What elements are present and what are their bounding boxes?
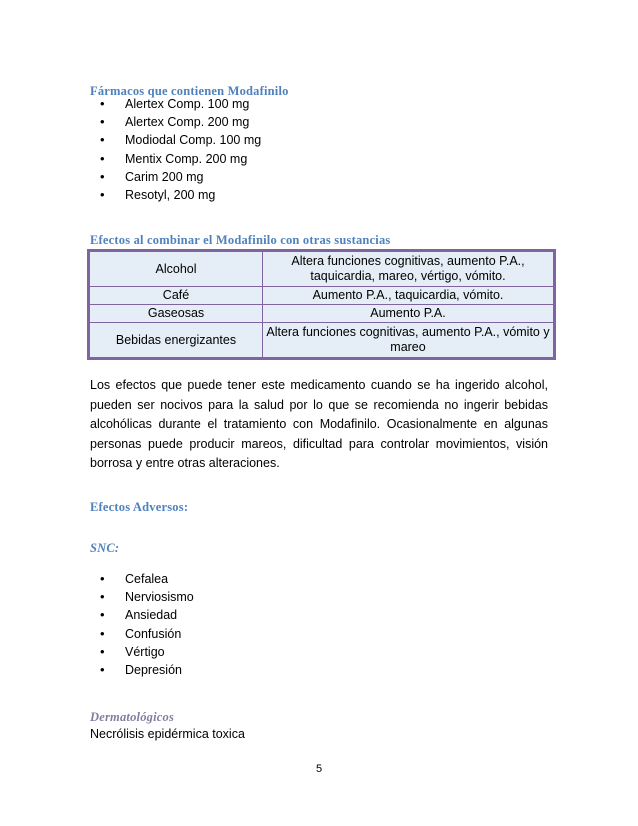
list-item: • Mentix Comp. 200 mg [98, 150, 261, 168]
bullet-icon: • [100, 662, 105, 678]
bullet-icon: • [100, 96, 105, 111]
table-cell-sustancia: Café [90, 287, 263, 305]
efectos-combinar-heading: Efectos al combinar el Modafinilo con otras sustancias [90, 233, 391, 247]
list-item: • Nerviosismo [98, 588, 194, 606]
table-cell-efecto: Altera funciones cognitivas, aumento P.A., taquicardia, mareo, vértigo, vómito. [263, 252, 554, 287]
bullet-icon: • [100, 589, 105, 605]
bullet-icon: • [100, 168, 105, 184]
table-row [90, 287, 554, 305]
table-cell-sustancia: Alcohol [90, 252, 263, 287]
table-cell-efecto: Altera funciones cognitivas, aumento P.A., vómito y mareo [263, 323, 554, 358]
bullet-icon: • [100, 187, 105, 203]
table-row [90, 305, 554, 323]
table-row [90, 323, 554, 358]
dermatologicos-text: Necrólisis epidérmica toxica [90, 727, 245, 741]
bullet-icon: • [100, 607, 105, 623]
list-item: • Depresión [98, 661, 194, 679]
snc-list [98, 570, 194, 679]
sustancias-table [87, 249, 556, 360]
farmacos-list [98, 95, 261, 204]
efectos-adversos-heading: Efectos Adversos: [90, 500, 189, 514]
bullet-icon: • [100, 114, 105, 130]
list-item: • Carim 200 mg [98, 168, 261, 186]
page-number: 5 [315, 763, 323, 775]
table-cell-sustancia: Bebidas energizantes [90, 323, 263, 358]
dermatologicos-heading: Dermatológicos [90, 710, 175, 724]
list-item: • Cefalea [98, 570, 194, 588]
list-item: • Vértigo [98, 643, 194, 661]
bullet-icon: • [100, 150, 105, 166]
list-item: • Alertex Comp. 100 mg [98, 95, 261, 113]
bullet-icon: • [100, 132, 105, 148]
alcohol-paragraph: Los efectos que puede tener este medicamento cuando se ha ingerido alcohol, pueden ser nocivos para la salud por lo que se recomienda no ingerir bebidas alcohólicas durante el tratamiento con Modafinilo. Ocasionalmente en algunas personas puede producir mareos, dificultad para controlar movimientos, visión borrosa y entre otras alteraciones. [90, 378, 548, 470]
bullet-icon: • [100, 643, 105, 659]
table-cell-sustancia: Gaseosas [90, 305, 263, 323]
snc-heading: SNC: [90, 541, 120, 555]
table-cell-efecto: Aumento P.A., taquicardia, vómito. [263, 287, 554, 305]
bullet-icon: • [100, 571, 105, 586]
list-item: • Modiodal Comp. 100 mg [98, 131, 261, 149]
list-item: • Resotyl, 200 mg [98, 186, 261, 204]
bullet-icon: • [100, 625, 105, 641]
table-row [90, 252, 554, 287]
farmacos-heading: Fármacos que contienen Modafinilo [90, 84, 289, 98]
table-cell-efecto: Aumento P.A. [263, 305, 554, 323]
list-item: • Confusión [98, 625, 194, 643]
list-item: • Alertex Comp. 200 mg [98, 113, 261, 131]
list-item: • Ansiedad [98, 606, 194, 624]
